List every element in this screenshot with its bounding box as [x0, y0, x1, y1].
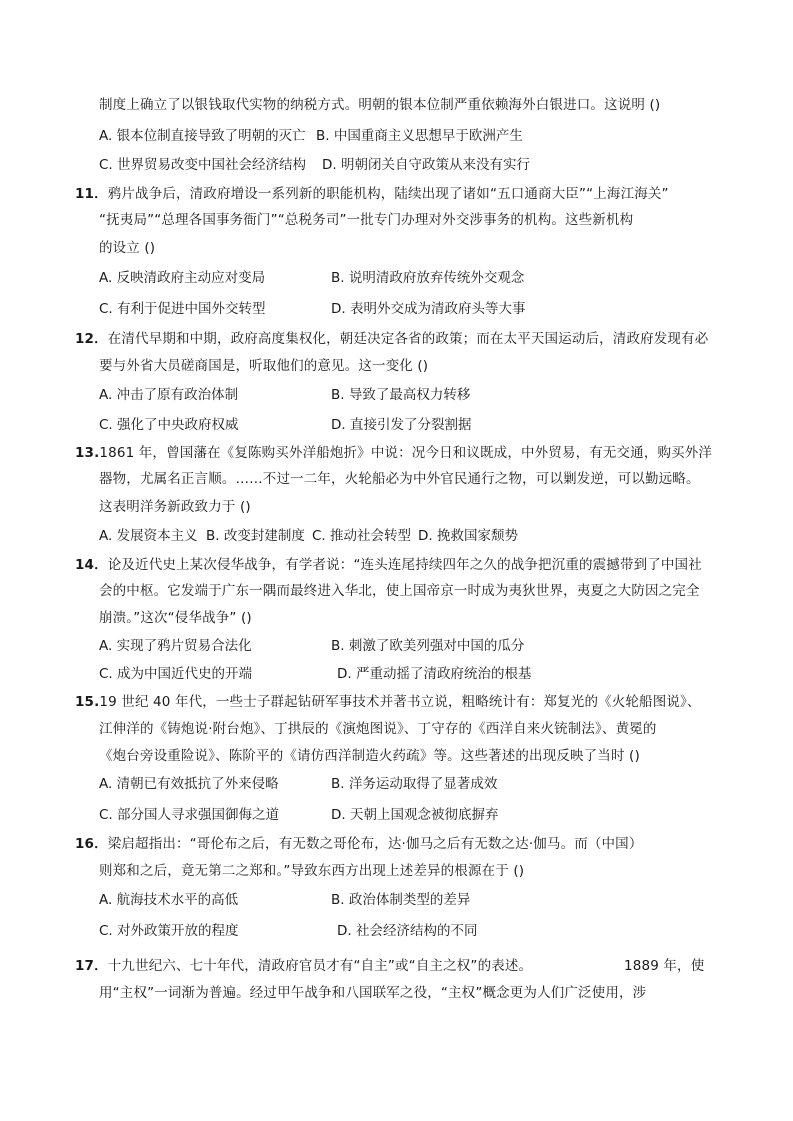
q10-stem-continuation: 制度上确立了以银钱取代实物的纳税方式。明朝的银本位制严重依赖海外白银进口。这说明 () — [99, 97, 661, 113]
q14-stem-line-3: 崩溃。”这次“侵华战争” () — [99, 610, 252, 626]
q15-stem-line-2: 江伸洋的《铸炮说·附台炮》、丁拱辰的《演炮图说》、丁守存的《西洋自来火铳制法》、黄冕的 — [99, 721, 657, 737]
q15-option-c[interactable]: C. 部分国人寻求强国御侮之道 — [99, 807, 280, 823]
q13-option-c[interactable]: C. 推动社会转型 — [312, 528, 412, 544]
q12-option-b[interactable]: B. 导致了最高权力转移 — [331, 387, 471, 403]
q15-number: 15. — [75, 694, 100, 710]
q13-option-a[interactable]: A. 发展资本主义 — [99, 528, 198, 544]
q10-option-b[interactable]: B. 中国重商主义思想早于欧洲产生 — [316, 128, 523, 144]
q13-number: 13. — [75, 445, 100, 461]
q14-option-b[interactable]: B. 刺激了欧美列强对中国的瓜分 — [331, 638, 525, 654]
q11-option-d[interactable]: D. 表明外交成为清政府头等大事 — [331, 301, 526, 317]
q11-option-a[interactable]: A. 反映清政府主动应对变局 — [99, 270, 266, 286]
q14-stem-line-2: 会的中枢。它发端于广东一隅而最终进入华北，使上国帝京一时成为夷狄世界，夷夏之大防因之完全 — [99, 583, 700, 599]
q14-option-c[interactable]: C. 成为中国近代史的开端 — [99, 666, 253, 682]
q13-stem-line-3: 这表明洋务新政致力于 () — [99, 499, 251, 515]
q15-option-d[interactable]: D. 天朝上国观念被彻底摒弃 — [331, 807, 499, 823]
q14-option-d[interactable]: D. 严重动摇了清政府统治的根基 — [337, 666, 532, 682]
q17-number: 17． — [75, 958, 108, 974]
q14-option-a[interactable]: A. 实现了鸦片贸易合法化 — [99, 638, 252, 654]
q11-stem-line-2: “抚夷局”“总理各国事务衙门”“总税务司”一批专门办理对外交涉事务的机构。这些新机构 — [99, 212, 634, 228]
q13-option-d[interactable]: D. 挽救国家颓势 — [418, 528, 518, 544]
q16-stem-line-2: 则郑和之后，竟无第二之郑和。”导致东西方出现上述差异的根源在于 () — [99, 863, 525, 879]
q12-number: 12． — [75, 331, 108, 347]
q14-number: 14． — [75, 557, 108, 573]
q16-stem-line-1: 16．梁启超指出：“哥伦布之后，有无数之哥伦布，达·伽马之后有无数之达·伽马。而（中国） — [75, 836, 643, 852]
q16-number: 16． — [75, 836, 108, 852]
q14-stem-line-1: 14．论及近代史上某次侵华战争，有学者说：“连头连尾持续四年之久的战争把沉重的震撼带到了中国社 — [75, 557, 702, 573]
q15-stem-line-3: 《炮台旁设重险说》、陈阶平的《请仿西洋制造火药疏》等。这些著述的出现反映了当时 () — [99, 748, 640, 764]
q16-option-b[interactable]: B. 政治体制类型的差异 — [331, 892, 471, 908]
q12-option-c[interactable]: C. 强化了中央政府权威 — [99, 417, 239, 433]
q17-stem-line-1: 17．十九世纪六、七十年代，清政府官员才有“自主”或“自主之权”的表述。 — [75, 958, 533, 974]
q16-option-d[interactable]: D. 社会经济结构的不同 — [337, 923, 478, 939]
q15-stem-line-1: 15.19 世纪 40 年代，一些士子群起钻研军事技术并著书立说，粗略统计有：郑复光的《火轮船图说》、 — [75, 694, 701, 710]
q12-option-a[interactable]: A. 冲击了原有政治体制 — [99, 387, 239, 403]
q10-option-c[interactable]: C. 世界贸易改变中国社会经济结构 — [99, 157, 307, 173]
q10-option-a[interactable]: A. 银本位制直接导致了明朝的灭亡 — [99, 128, 306, 144]
q13-stem-line-2: 器物，尤属名正言顺。……不过一二年，火轮船必为中外官民通行之物，可以剿发逆，可以勤远略。 — [99, 471, 700, 487]
q13-option-b[interactable]: B. 改变封建制度 — [206, 528, 305, 544]
q11-number: 11． — [75, 186, 108, 202]
q11-option-b[interactable]: B. 说明清政府放弃传统外交观念 — [331, 270, 525, 286]
q11-stem-line-3: 的设立 () — [99, 240, 156, 256]
q16-option-a[interactable]: A. 航海技术水平的高低 — [99, 892, 239, 908]
q12-option-d[interactable]: D. 直接引发了分裂割据 — [331, 417, 472, 433]
q11-stem-line-1: 11．鸦片战争后，清政府增设一系列新的职能机构，陆续出现了诸如“五口通商大臣”“上海江海关” — [75, 186, 669, 202]
q10-option-d[interactable]: D. 明朝闭关自守政策从来没有实行 — [322, 157, 530, 173]
q12-stem-line-2: 要与外省大员磋商国是，听取他们的意见。这一变化 () — [99, 358, 429, 374]
q17-stem-line-1-year: 1889 年，使 — [624, 958, 705, 974]
q11-option-c[interactable]: C. 有利于促进中国外交转型 — [99, 301, 266, 317]
q15-option-a[interactable]: A. 清朝已有效抵抗了外来侵略 — [99, 776, 279, 792]
q12-stem-line-1: 12．在清代早期和中期，政府高度集权化，朝廷决定各省的政策；而在太平天国运动后，清政府发现有必 — [75, 331, 709, 347]
q16-option-c[interactable]: C. 对外政策开放的程度 — [99, 923, 239, 939]
q15-option-b[interactable]: B. 洋务运动取得了显著成效 — [331, 776, 498, 792]
q13-stem-line-1: 13.1861 年，曾国藩在《复陈购买外洋船炮折》中说：况今日和议既成，中外贸易，有无交通，购买外洋 — [75, 445, 713, 461]
q17-stem-line-2: 用“主权”一词渐为普遍。经过甲午战争和八国联军之役，“主权”概念更为人们广泛使用，涉 — [99, 985, 647, 1001]
